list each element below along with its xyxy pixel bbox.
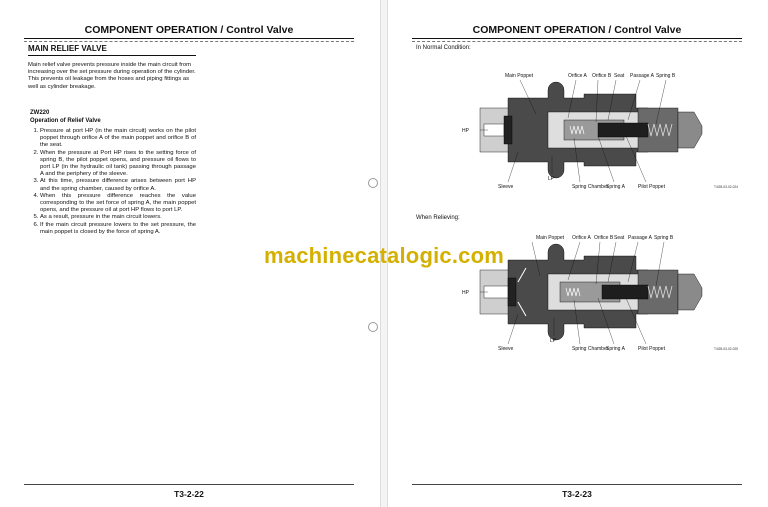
relief-valve-diagram-normal xyxy=(448,68,748,202)
label-seat: Seat xyxy=(614,73,625,79)
step-item: 2. When the pressure at Port HP rises to the setting force of spring B, the pilot poppet opens, and pressure oil flows to port LP (in the hydraulic oil tank) passing through passage A and the periphery of the sleeve. xyxy=(40,150,196,179)
label-seat: Seat xyxy=(614,235,625,241)
footer-rule xyxy=(24,484,354,485)
label-lp: LP xyxy=(550,338,557,344)
binder-hole xyxy=(368,322,378,332)
step-item: 6. If the main circuit pressure lowers to the set pressure, the main poppet is closed by the force of spring A. xyxy=(40,222,196,236)
header-rule-dashed xyxy=(24,41,354,42)
label-spring-chamber: Spring Chamber xyxy=(572,346,609,352)
header-rule-dashed xyxy=(412,41,742,42)
label-passage-a: Passage A xyxy=(628,235,652,241)
step-item: 3. At this time, pressure difference arises between port HP and the spring chamber, caused by orifice A. xyxy=(40,178,196,192)
step-item: 1. Pressure at port HP (in the main circuit) works on the pilot poppet through orifice A of the main poppet and orifice B of the seat. xyxy=(40,128,196,150)
label-lp: LP xyxy=(548,176,555,182)
footer-rule xyxy=(412,484,742,485)
section-title: MAIN RELIEF VALVE xyxy=(28,44,196,56)
operation-heading: Operation of Relief Valve xyxy=(30,118,101,124)
label-pilot-poppet: Pilot Poppet xyxy=(638,346,665,352)
step-item: 4. When this pressure difference reaches the value corresponding to the set force of spring A, the main poppet opens, and the pressure oil at port HP flows to port LP. xyxy=(40,193,196,215)
watermark: machinecatalogic.com xyxy=(264,243,504,268)
page-number: T3-2-23 xyxy=(562,489,592,499)
step-item: 5. As a result, pressure in the main circuit lowers. xyxy=(40,214,196,221)
figure2-caption: When Relieving: xyxy=(416,215,460,221)
page-header: COMPONENT OPERATION / Control Valve xyxy=(84,24,294,36)
header-rule xyxy=(412,38,742,39)
label-hp: HP xyxy=(462,290,469,296)
label-spring-a: Spring A xyxy=(606,346,625,352)
binder-hole xyxy=(368,178,378,188)
label-orifice-a: Orifice A xyxy=(572,235,591,241)
label-spring-b: Spring B xyxy=(654,235,674,241)
label-main-poppet: Main Poppet xyxy=(505,73,534,79)
figure-code: T4GB-03-02-024 xyxy=(714,185,738,189)
figure-code: T4GB-03-02-025 xyxy=(714,347,738,351)
intro-paragraph-2: This prevents oil leakage from the hoses and piping fittings as well as cylinder breakage. xyxy=(28,76,190,90)
label-sleeve: Sleeve xyxy=(498,346,514,352)
label-hp: HP xyxy=(462,128,469,134)
label-sleeve: Sleeve xyxy=(498,184,514,190)
header-rule xyxy=(24,38,354,39)
label-spring-chamber: Spring Chamber xyxy=(572,184,609,190)
steps-list xyxy=(32,128,196,236)
page-header: COMPONENT OPERATION / Control Valve xyxy=(472,24,682,36)
label-spring-a: Spring A xyxy=(606,184,625,190)
intro-paragraph-1: Main relief valve prevents pressure inside the main circuit from increasing over the set pressure during operation of the cylinder. xyxy=(28,62,196,76)
valve-body xyxy=(480,82,702,178)
label-orifice-b: Orifice B xyxy=(592,73,612,79)
model-heading: ZW220 xyxy=(30,110,50,116)
label-passage-a: Passage A xyxy=(630,73,654,79)
label-pilot-poppet: Pilot Poppet xyxy=(638,184,665,190)
intro-text xyxy=(28,62,196,91)
label-orifice-b: Orifice B xyxy=(594,235,614,241)
page-number: T3-2-22 xyxy=(174,489,204,499)
label-spring-b: Spring B xyxy=(656,73,676,79)
figure1-caption: In Normal Condition: xyxy=(416,45,471,51)
label-orifice-a: Orifice A xyxy=(568,73,587,79)
label-main-poppet: Main Poppet xyxy=(536,235,565,241)
